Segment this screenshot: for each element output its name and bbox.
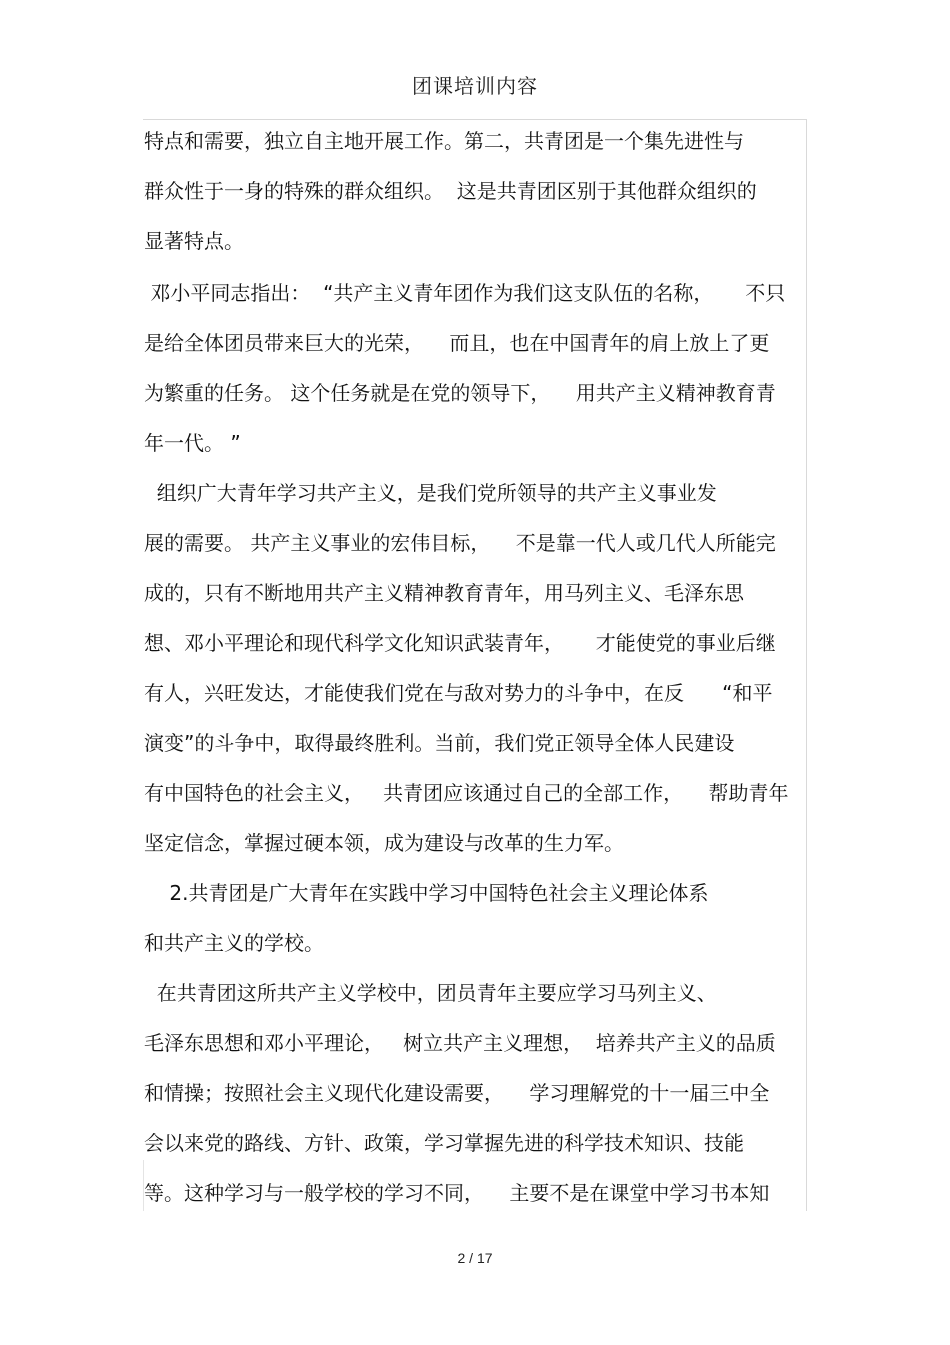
body-text-line: 是给全体团员带来巨大的光荣， 而且，也在中国青年的肩上放上了更 <box>144 331 770 355</box>
body-text-line: 特点和需要，独立自主地开展工作。第二，共青团是一个集先进性与 <box>144 129 744 153</box>
body-text-line: 年一代。 ” <box>144 431 241 455</box>
body-text-line: 显著特点。 <box>144 229 244 253</box>
body-text-line: 为繁重的任务。 这个任务就是在党的领导下， 用共产主义精神教育青 <box>144 381 776 405</box>
body-text-line: 有中国特色的社会主义， 共青团应该通过自己的全部工作， 帮助青年 <box>144 781 789 805</box>
page-number: 2 / 17 <box>457 1250 493 1266</box>
body-text-line: 成的，只有不断地用共产主义精神教育青年，用马列主义、毛泽东思 <box>144 581 744 605</box>
body-text-line: 2.共青团是广大青年在实践中学习中国特色社会主义理论体系 <box>144 881 709 905</box>
body-text-line: 想、邓小平理论和现代科学文化知识武装青年， 才能使党的事业后继 <box>144 631 776 655</box>
page-header: 团课培训内容 <box>412 74 538 98</box>
body-text-line: 和情操；按照社会主义现代化建设需要， 学习理解党的十一届三中全 <box>144 1081 770 1105</box>
body-text-line: 在共青团这所共产主义学校中，团员青年主要应学习马列主义、 <box>144 981 717 1005</box>
body-text-line: 群众性于一身的特殊的群众组织。 这是共青团区别于其他群众组织的 <box>144 179 757 203</box>
body-text-line: 坚定信念，掌握过硬本领，成为建设与改革的生力军。 <box>144 831 624 855</box>
body-text-line: 展的需要。 共产主义事业的宏伟目标， 不是靠一代人或几代人所能完 <box>144 531 776 555</box>
content-frame-top-border <box>143 119 807 120</box>
body-text-line: 毛泽东思想和邓小平理论， 树立共产主义理想， 培养共产主义的品质 <box>144 1031 776 1055</box>
body-text-line: 会以来党的路线、方针、政策，学习掌握先进的科学技术知识、技能 <box>144 1131 744 1155</box>
body-text-line: 组织广大青年学习共产主义，是我们党所领导的共产主义事业发 <box>144 481 717 505</box>
body-text-line: 和共产主义的学校。 <box>144 931 324 955</box>
body-text-line: 演变”的斗争中，取得最终胜利。当前，我们党正领导全体人民建设 <box>144 731 735 755</box>
body-text-line: 等。这种学习与一般学校的学习不同， 主要不是在课堂中学习书本知 <box>144 1181 770 1205</box>
body-text-line: 邓小平同志指出： “共产主义青年团作为我们这支队伍的名称， 不只 <box>144 281 786 305</box>
content-frame-right-border <box>806 119 807 1211</box>
body-text-line: 有人，兴旺发达，才能使我们党在与敌对势力的斗争中，在反 “和平 <box>144 681 773 705</box>
